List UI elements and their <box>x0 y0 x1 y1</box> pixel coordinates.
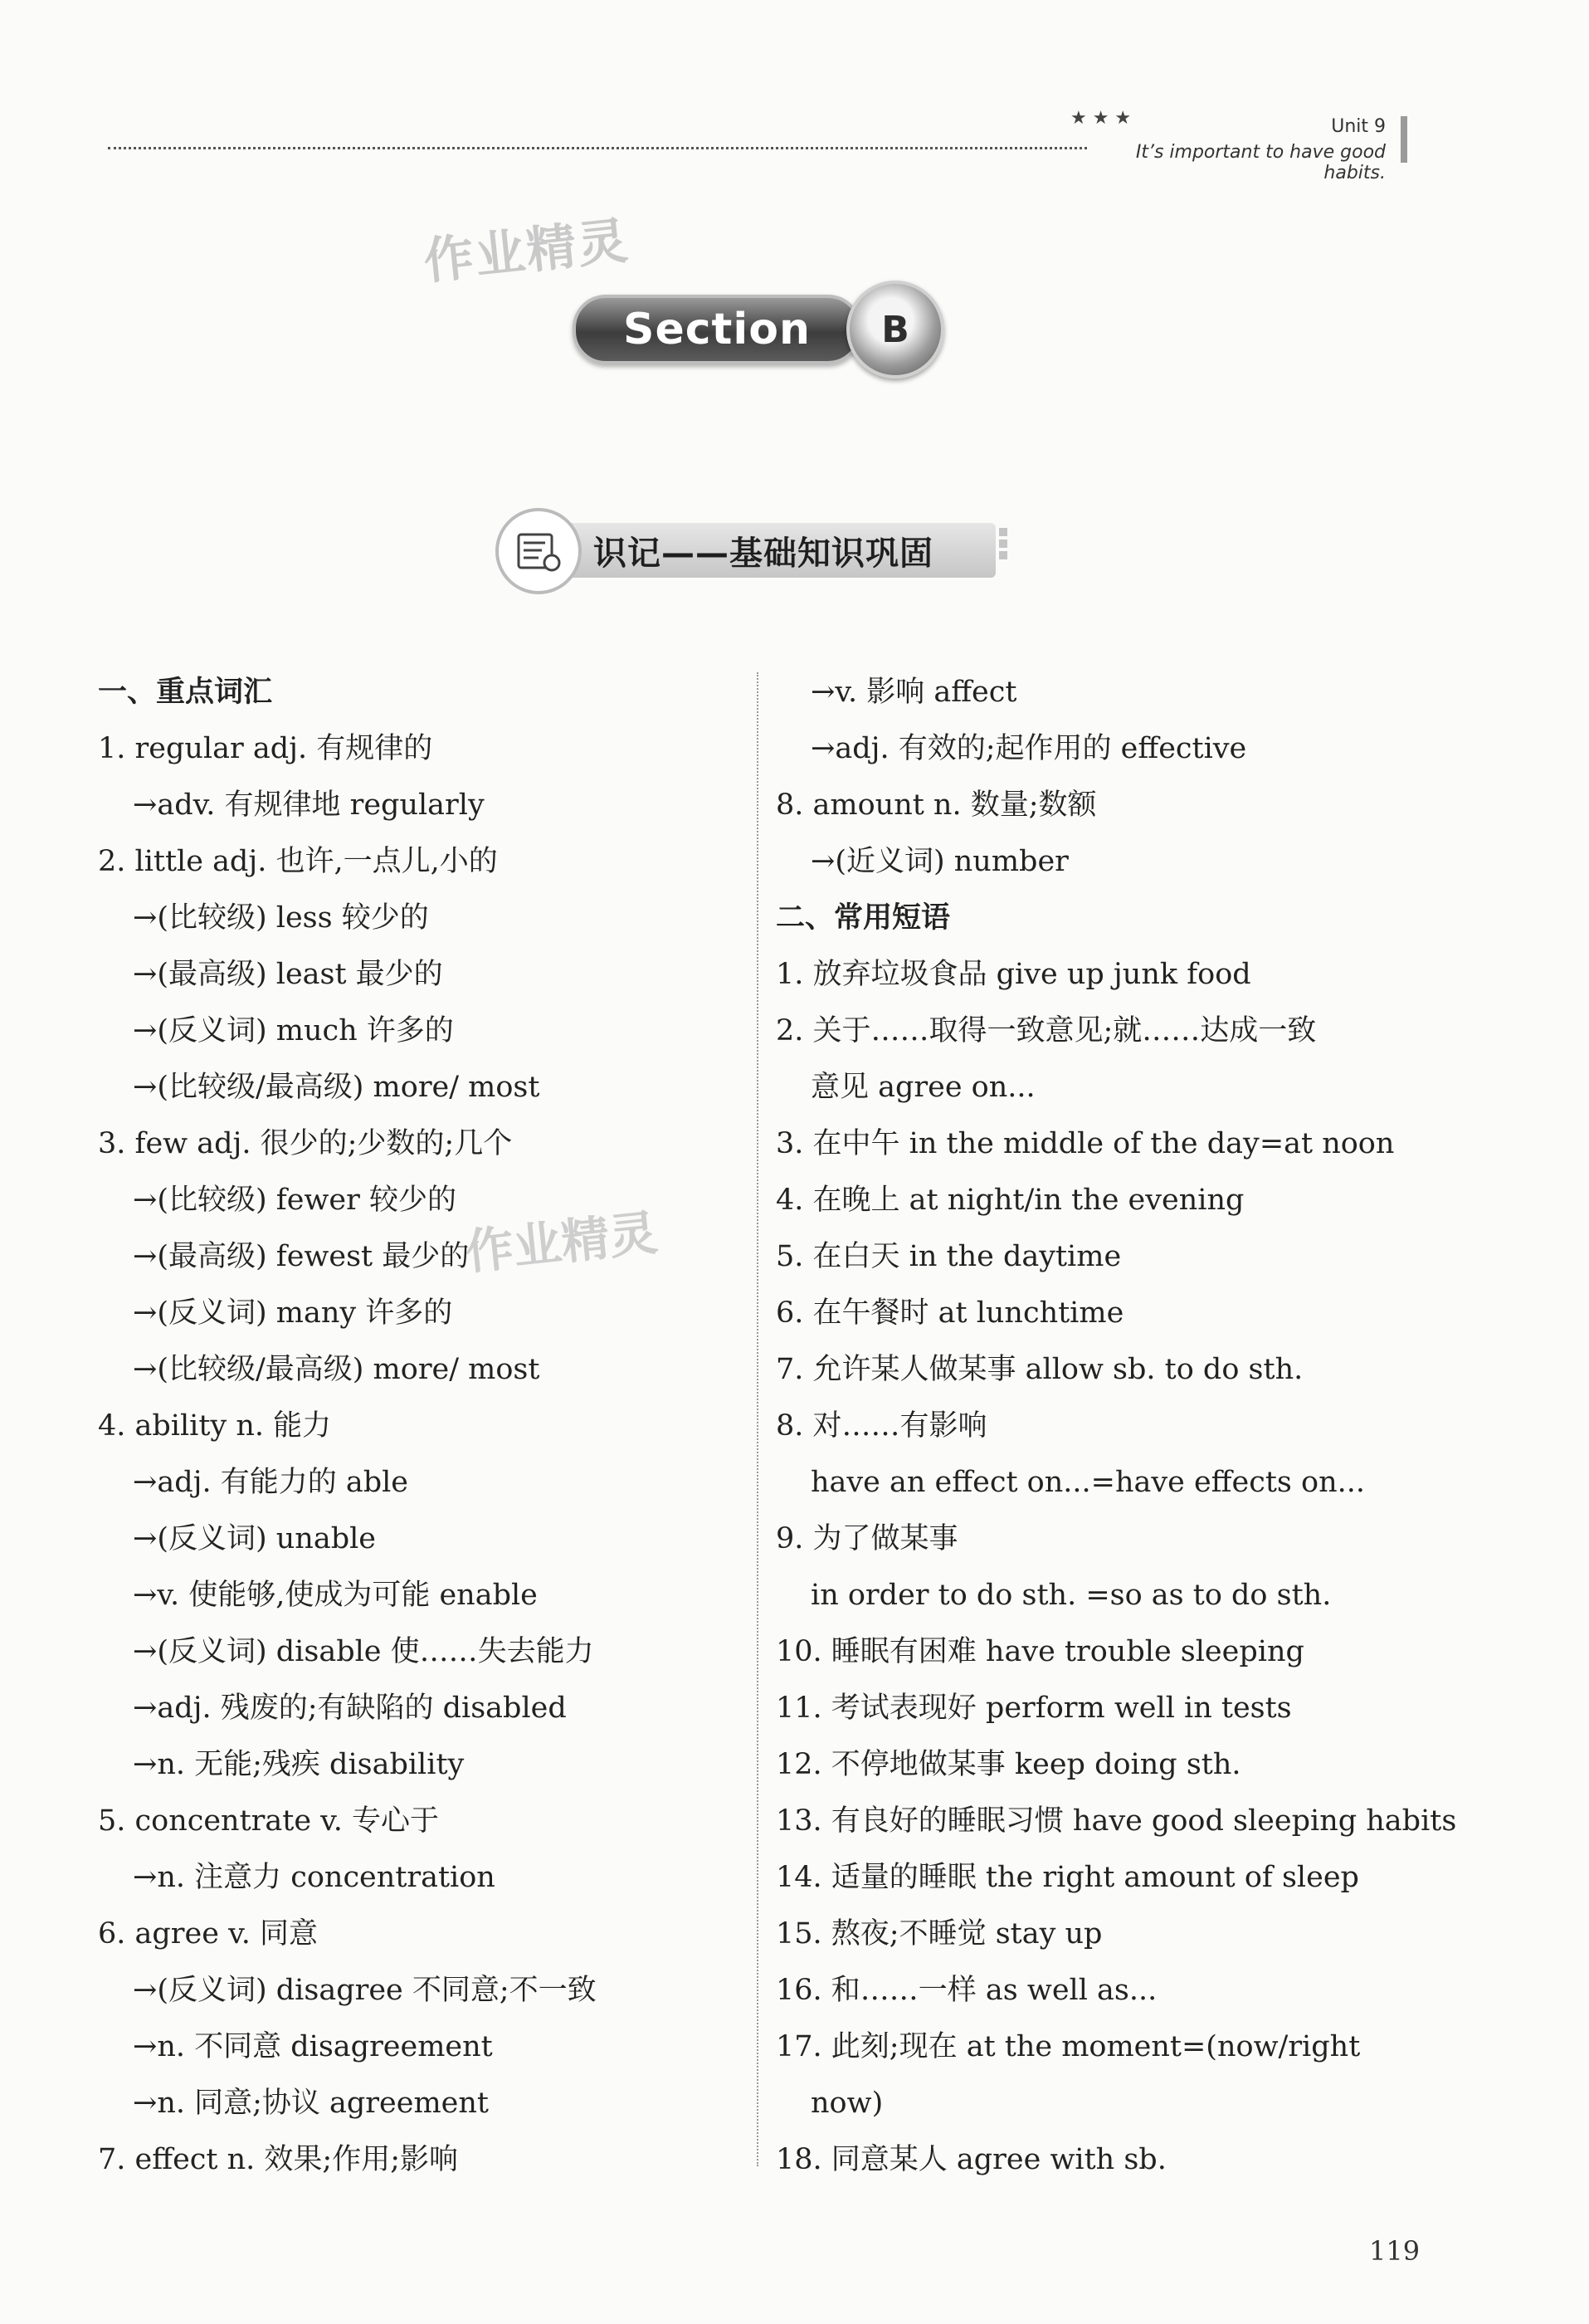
list-item: →adj. 有效的;起作用的 effective <box>811 732 1247 765</box>
list-item: 4. ability n. 能力 <box>98 1409 332 1443</box>
list-item: →(最高级) fewest 最少的 <box>133 1240 470 1273</box>
list-item: 8. 对……有影响 <box>776 1409 987 1443</box>
right-column <box>776 664 1457 2188</box>
list-item: 2. little adj. 也许,一点儿,小的 <box>98 845 498 878</box>
list-item: 18. 同意某人 agree with sb. <box>776 2143 1167 2176</box>
list-item: have an effect on...=have effects on... <box>811 1466 1366 1499</box>
list-item: 5. concentrate v. 专心于 <box>98 1804 440 1838</box>
list-item: 9. 为了做某事 <box>776 1522 958 1555</box>
list-item: →(反义词) many 许多的 <box>133 1296 453 1330</box>
list-item: 10. 睡眠有困难 have trouble sleeping <box>776 1635 1304 1668</box>
list-item: →(反义词) unable <box>133 1522 377 1555</box>
list-item: 7. effect n. 效果;作用;影响 <box>98 2143 458 2176</box>
list-item: 7. 允许某人做某事 allow sb. to do sth. <box>776 1353 1304 1386</box>
list-item: 4. 在晚上 at night/in the evening <box>776 1184 1245 1217</box>
list-item: →adv. 有规律地 regularly <box>133 788 485 822</box>
list-item: →(反义词) disagree 不同意;不一致 <box>133 1974 597 2007</box>
section-letter: B <box>881 308 909 351</box>
list-item: →adj. 残废的;有缺陷的 disabled <box>133 1692 567 1725</box>
memo-banner <box>531 523 996 578</box>
list-item: →n. 注意力 concentration <box>133 1861 495 1894</box>
list-item: →n. 无能;残疾 disability <box>133 1748 465 1781</box>
memo-banner-title: 识记——基础知识巩固 <box>593 534 933 573</box>
header-stars-icon: ★ ★ ★ <box>1070 108 1132 129</box>
section-letter-badge <box>846 281 944 378</box>
list-item: 11. 考试表现好 perform well in tests <box>776 1692 1292 1725</box>
section-pill <box>573 295 861 364</box>
list-item: 3. few adj. 很少的;少数的;几个 <box>98 1127 513 1160</box>
list-item: →v. 影响 affect <box>811 676 1017 709</box>
list-item: 意见 agree on... <box>811 1071 1036 1104</box>
list-item: 16. 和……一样 as well as... <box>776 1974 1158 2007</box>
list-item: →n. 不同意 disagreement <box>133 2030 493 2063</box>
list-item: 5. 在白天 in the daytime <box>776 1240 1122 1273</box>
list-item: 17. 此刻;现在 at the moment=(now/right <box>776 2030 1361 2063</box>
unit-header <box>1112 116 1386 183</box>
list-item: 3. 在中午 in the middle of the day=at noon <box>776 1127 1395 1160</box>
list-item: →(比较级/最高级) more/ most <box>133 1071 540 1104</box>
section-heading: 二、常用短语 <box>776 901 951 935</box>
list-item: 15. 熬夜;不睡觉 stay up <box>776 1917 1103 1950</box>
list-item: →(比较级) fewer 较少的 <box>133 1184 456 1217</box>
column-divider <box>757 672 758 2166</box>
list-item: →(最高级) least 最少的 <box>133 958 443 991</box>
list-item: →(比较级) less 较少的 <box>133 901 429 935</box>
list-item: 2. 关于……取得一致意见;就……达成一致 <box>776 1014 1317 1047</box>
list-item: 6. 在午餐时 at lunchtime <box>776 1296 1124 1330</box>
list-item: 1. regular adj. 有规律的 <box>98 732 433 765</box>
unit-label: Unit 9 <box>1331 116 1386 137</box>
header-dotted-rule <box>108 147 1087 149</box>
unit-subtitle: It’s important to have good habits. <box>1135 142 1386 183</box>
list-item: →(反义词) disable 使……失去能力 <box>133 1635 594 1668</box>
unit-side-bar <box>1401 116 1407 163</box>
list-item: →n. 同意;协议 agreement <box>133 2087 489 2120</box>
list-item: 8. amount n. 数量;数额 <box>776 788 1097 822</box>
left-column <box>98 664 745 2188</box>
list-item: →(反义词) much 许多的 <box>133 1014 454 1047</box>
memo-banner-dots <box>992 525 1017 578</box>
section-heading: 一、重点词汇 <box>98 676 273 709</box>
list-item: 12. 不停地做某事 keep doing sth. <box>776 1748 1241 1781</box>
list-item: →(近义词) number <box>811 845 1069 878</box>
watermark-top: 作业精灵 <box>421 212 632 291</box>
watermark-mid: 作业精灵 <box>462 1204 660 1281</box>
list-item: in order to do sth. =so as to do sth. <box>811 1579 1332 1612</box>
list-item: →(比较级/最高级) more/ most <box>133 1353 540 1386</box>
list-item: →adj. 有能力的 able <box>133 1466 409 1499</box>
notebook-icon <box>495 508 582 594</box>
list-item: now) <box>811 2087 884 2120</box>
list-item: →v. 使能够,使成为可能 enable <box>133 1579 538 1612</box>
list-item: 14. 适量的睡眠 the right amount of sleep <box>776 1861 1359 1894</box>
page-number: 119 <box>1369 2235 1421 2267</box>
list-item: 1. 放弃垃圾食品 give up junk food <box>776 958 1251 991</box>
section-label: Section <box>623 305 811 354</box>
list-item: 6. agree v. 同意 <box>98 1917 318 1950</box>
list-item: 13. 有良好的睡眠习惯 have good sleeping habits <box>776 1804 1457 1838</box>
